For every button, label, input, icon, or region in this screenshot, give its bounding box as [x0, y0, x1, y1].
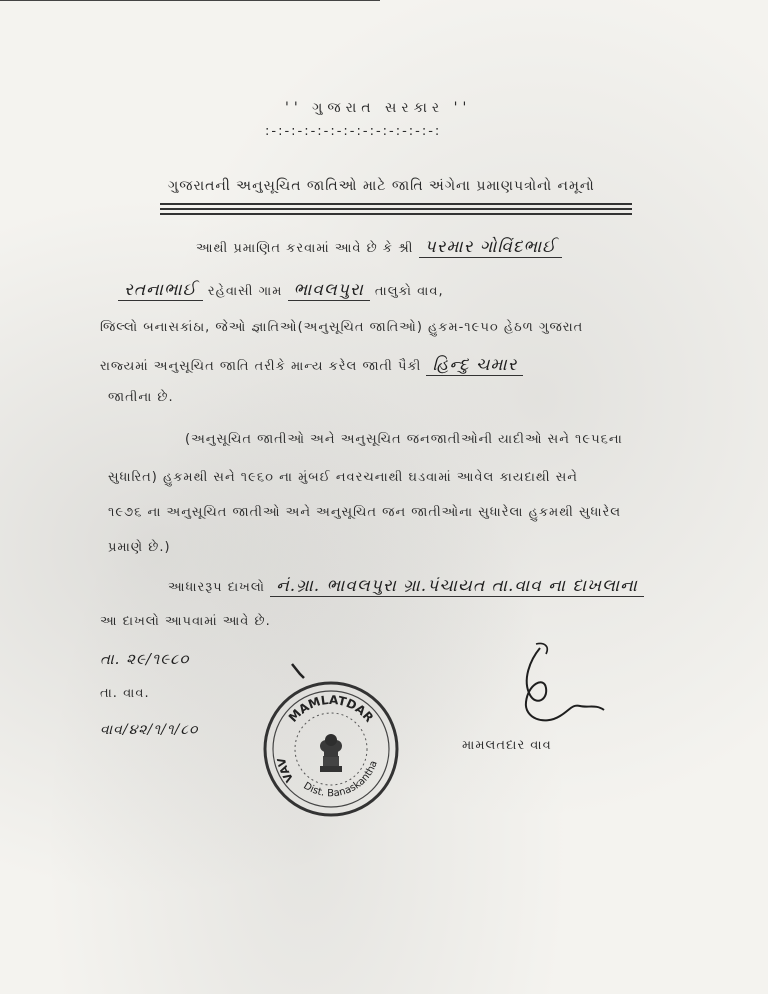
basis-document: નં.ગ્રા. ભાવલપુરા ગ્રા.પંચાયત તા.વાવ ના દાખલાના — [270, 576, 644, 597]
village-name: ભાવલપુરા — [288, 280, 370, 301]
resident-of-village-label: રહેવાસી ગામ — [207, 284, 283, 299]
seal-district-text: Dist. Banaskantha — [301, 759, 380, 800]
pen-mark-icon — [290, 662, 306, 680]
reference-number: વાવ/૪૨/૧/૧/૮૦ — [100, 722, 199, 738]
caste-line — [100, 355, 523, 376]
title-rule-2 — [160, 208, 632, 210]
district-line: જિલ્લો બનાસકાંઠા, જેઓ જ્ઞાતિઓ(અનુસૂચિત જાતિઓ) હુકમ-૧૯૫૦ હેઠળ ગુજરાત — [100, 320, 584, 335]
official-signature — [500, 640, 610, 730]
residence-line — [118, 280, 444, 301]
scan-edge-line — [0, 0, 380, 1]
notes-line-1: (અનુસૂચિત જાતીઓ અને અનુસૂચિત જનજાતીઓની યાદીઓ સને ૧૯૫૬ના — [185, 432, 623, 447]
caste-prefix: રાજ્યમાં અનુસૂચિત જાતિ તરીકે માન્ય કરેલ જાતી પૈકી — [100, 359, 422, 374]
notes-line-2: સુધારિત) હુકમથી સને ૧૯૬૦ ના મુંબઈ નવરચનાથી ઘડવામાં આવેલ કાયદાથી સને — [108, 470, 578, 485]
title-rule-1 — [160, 203, 632, 205]
issue-date: તા. ૨૯/૧૯૮૦ — [100, 650, 190, 668]
seal-taluka-text: VAV — [274, 756, 297, 785]
emblem-icon — [320, 734, 342, 772]
title-rule-3 — [160, 213, 632, 215]
taluka-label: તાલુકો વાવ, — [374, 284, 444, 299]
notes-line-4: પ્રમાણે છે.) — [108, 540, 171, 555]
header-dash-divider: :-:-:-:-:-:-:-:-:-:-:-:-:-: — [265, 124, 442, 139]
government-header: '' ગુજરાત સરકાર '' — [285, 100, 472, 116]
basis-label: આધારરૂપ દાખલો — [168, 580, 265, 595]
certificate-title: ગુજરાતની અનુસૂચિત જાતિઓ માટે જાતિ અંગેના પ્રમાણપત્રોનો નમૂનો — [168, 178, 595, 194]
issue-place: તા. વાવ. — [100, 686, 150, 701]
seal-title-text: MAMLATDAR — [285, 692, 377, 725]
certify-prefix: આથી પ્રમાણિત કરવામાં આવે છે કે શ્રી — [196, 241, 414, 256]
certify-line — [196, 237, 562, 258]
signature-designation: મામલતદાર વાવ — [462, 738, 552, 753]
basis-line — [168, 576, 644, 597]
father-name: રતનાભાઈ — [118, 280, 203, 301]
holder-name: પરમાર ગોવિંદભાઈ — [419, 237, 563, 258]
issued-line: આ દાખલો આપવામાં આવે છે. — [100, 614, 271, 629]
caste-suffix-line: જાતીના છે. — [108, 390, 174, 405]
notes-line-3: ૧૯૭૬ ના અનુસૂચિત જાતીઓ અને અનુસૂચિત જન જાતીઓના સુધારેલા હુકમથી સુધારેલ — [108, 505, 622, 520]
caste-name: હિન્દુ ચમાર — [426, 355, 523, 376]
mamlatdar-seal — [262, 680, 400, 818]
